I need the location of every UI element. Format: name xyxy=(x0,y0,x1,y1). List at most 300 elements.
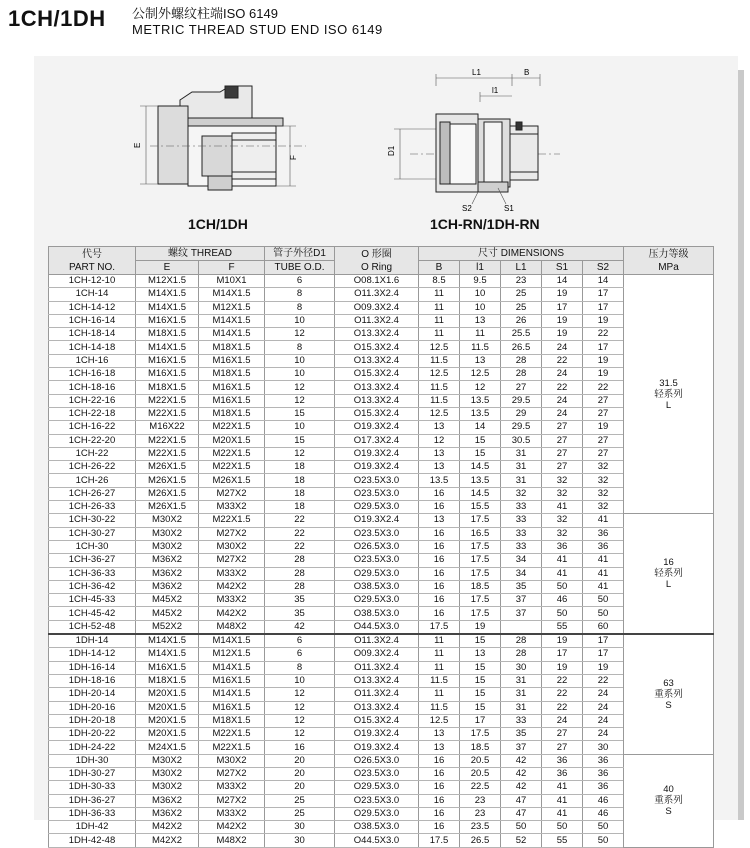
table-cell: M16X1.5 xyxy=(136,354,199,367)
table-cell: 47 xyxy=(501,807,542,820)
table-cell: 17.5 xyxy=(460,514,501,527)
table-cell: 13.5 xyxy=(419,474,460,487)
table-cell: O15.3X2.4 xyxy=(335,341,419,354)
table-cell: 32 xyxy=(583,487,624,500)
table-cell: 17.5 xyxy=(460,728,501,741)
header-thread: 螺纹 THREAD xyxy=(136,247,265,261)
table-cell: M16X1.5 xyxy=(136,314,199,327)
table-cell: 1CH-16-22 xyxy=(49,421,136,434)
dimension-s2-label: S2 xyxy=(462,204,472,213)
table-cell: 10 xyxy=(265,674,335,687)
table-row xyxy=(49,487,714,500)
table-row xyxy=(49,288,714,301)
table-cell: 13 xyxy=(419,461,460,474)
table-cell: 1CH-30 xyxy=(49,540,136,553)
table-cell: M48X2 xyxy=(199,834,265,847)
table-row xyxy=(49,648,714,661)
table-cell: 10 xyxy=(460,288,501,301)
header-l1: L1 xyxy=(501,261,542,275)
table-cell: 11 xyxy=(419,648,460,661)
table-cell: 10 xyxy=(265,368,335,381)
table-cell: 1CH-14-12 xyxy=(49,301,136,314)
table-cell: 25 xyxy=(501,301,542,314)
table-cell: 29 xyxy=(501,407,542,420)
table-cell: 16 xyxy=(419,594,460,607)
table-cell: 36 xyxy=(583,767,624,780)
table-cell: M48X2 xyxy=(199,620,265,634)
table-cell: M22X1.5 xyxy=(136,407,199,420)
table-cell: M18X1.5 xyxy=(136,381,199,394)
table-cell: 15 xyxy=(265,434,335,447)
table-row xyxy=(49,834,714,847)
table-cell: 22 xyxy=(265,514,335,527)
table-cell: M30X2 xyxy=(136,754,199,767)
table-cell: 1CH-52-48 xyxy=(49,620,136,634)
table-cell: O44.5X3.0 xyxy=(335,620,419,634)
table-cell: 13 xyxy=(419,447,460,460)
table-cell: 26.5 xyxy=(501,341,542,354)
table-cell: 46 xyxy=(542,594,583,607)
table-cell: O19.3X2.4 xyxy=(335,461,419,474)
table-cell: O23.5X3.0 xyxy=(335,527,419,540)
table-cell: 16.5 xyxy=(460,527,501,540)
dimension-d1-label: D1 xyxy=(387,145,396,156)
table-cell: 1CH-12-10 xyxy=(49,275,136,288)
table-cell: 25 xyxy=(501,288,542,301)
table-cell: M18X1.5 xyxy=(136,674,199,687)
table-cell: 24 xyxy=(542,368,583,381)
dimension-s1-label: S1 xyxy=(504,204,514,213)
table-cell: M30X2 xyxy=(199,540,265,553)
table-cell: 16 xyxy=(419,501,460,514)
table-cell: 17.5 xyxy=(460,607,501,620)
table-row xyxy=(49,701,714,714)
table-cell: 15 xyxy=(460,674,501,687)
table-cell: 1DH-14 xyxy=(49,634,136,648)
table-cell: 24 xyxy=(542,407,583,420)
table-cell: 1DH-18-16 xyxy=(49,674,136,687)
table-cell: O26.5X3.0 xyxy=(335,754,419,767)
table-cell: O15.3X2.4 xyxy=(335,714,419,727)
dimension-l1-label: L1 xyxy=(472,68,481,77)
table-row xyxy=(49,807,714,820)
table-cell: 19 xyxy=(583,314,624,327)
table-cell: 16 xyxy=(419,821,460,834)
table-cell: 24 xyxy=(542,341,583,354)
table-row xyxy=(49,434,714,447)
table-cell: 15 xyxy=(460,447,501,460)
table-cell: 18 xyxy=(265,461,335,474)
table-cell: 1DH-14-12 xyxy=(49,648,136,661)
header-dimensions: 尺寸 DIMENSIONS xyxy=(419,247,624,261)
table-cell: O19.3X2.4 xyxy=(335,514,419,527)
table-cell: 33 xyxy=(501,514,542,527)
pressure-label-cn: 轻系列 xyxy=(654,388,683,400)
table-cell: 28 xyxy=(265,567,335,580)
table-cell: 50 xyxy=(501,821,542,834)
table-cell: M14X1.5 xyxy=(199,328,265,341)
table-cell: M14X1.5 xyxy=(136,634,199,648)
table-cell: M20X1.5 xyxy=(136,688,199,701)
table-cell: M26X1.5 xyxy=(136,474,199,487)
header-s2: S2 xyxy=(583,261,624,275)
table-cell: 8 xyxy=(265,301,335,314)
table-cell: 30.5 xyxy=(501,434,542,447)
table-cell: 27 xyxy=(542,461,583,474)
table-cell: 27 xyxy=(542,728,583,741)
table-cell: 23 xyxy=(501,275,542,288)
table-cell: M22X1.5 xyxy=(136,434,199,447)
table-cell: 19 xyxy=(583,661,624,674)
table-cell: 60 xyxy=(583,620,624,634)
table-cell: 29.5 xyxy=(501,394,542,407)
table-cell: 1CH-18-16 xyxy=(49,381,136,394)
table-cell: 13.5 xyxy=(460,394,501,407)
table-cell: 11 xyxy=(419,301,460,314)
table-cell: M16X1.5 xyxy=(199,381,265,394)
table-cell: 13 xyxy=(460,314,501,327)
table-cell: M33X2 xyxy=(199,594,265,607)
table-cell: 41 xyxy=(542,794,583,807)
table-cell: 11 xyxy=(419,688,460,701)
table-cell: O13.3X2.4 xyxy=(335,354,419,367)
table-cell: 12.5 xyxy=(460,368,501,381)
table-cell: 18 xyxy=(265,501,335,514)
table-cell: 1DH-16-14 xyxy=(49,661,136,674)
table-cell: 41 xyxy=(583,580,624,593)
table-cell: 22 xyxy=(583,328,624,341)
table-cell: 13 xyxy=(419,514,460,527)
table-cell: 13 xyxy=(419,421,460,434)
fitting-drawing-1ch-1dh xyxy=(120,78,310,198)
caption-1ch-1dh: 1CH/1DH xyxy=(188,216,248,232)
table-cell: 18.5 xyxy=(460,580,501,593)
table-cell: 28 xyxy=(501,648,542,661)
table-cell: 8 xyxy=(265,288,335,301)
table-cell: O17.3X2.4 xyxy=(335,434,419,447)
table-cell: 1DH-20-22 xyxy=(49,728,136,741)
table-cell: 30 xyxy=(265,821,335,834)
table-cell: 46 xyxy=(583,794,624,807)
table-cell: M18X1.5 xyxy=(199,714,265,727)
table-cell: 22 xyxy=(265,540,335,553)
table-cell: 36 xyxy=(583,781,624,794)
table-cell: 20.5 xyxy=(460,767,501,780)
table-cell: M22X1.5 xyxy=(199,447,265,460)
table-cell: 12 xyxy=(265,328,335,341)
table-cell: 11.5 xyxy=(419,674,460,687)
table-cell: 14.5 xyxy=(460,487,501,500)
table-row xyxy=(49,794,714,807)
table-cell: O38.5X3.0 xyxy=(335,607,419,620)
table-cell: M12X1.5 xyxy=(199,648,265,661)
table-cell: 27 xyxy=(583,407,624,420)
header-b: B xyxy=(419,261,460,275)
table-cell: 22 xyxy=(583,381,624,394)
dimension-f-label: F xyxy=(289,155,298,160)
table-cell: M30X2 xyxy=(136,514,199,527)
fitting-drawing-1ch-rn xyxy=(380,64,570,214)
header-l1-small: l1 xyxy=(460,261,501,275)
table-cell: 36 xyxy=(542,540,583,553)
table-cell: 19 xyxy=(542,661,583,674)
table-cell: 27 xyxy=(542,741,583,754)
pressure-code: S xyxy=(665,699,672,711)
table-cell: 14 xyxy=(583,275,624,288)
table-cell: 52 xyxy=(501,834,542,847)
table-cell: M18X1.5 xyxy=(199,407,265,420)
table-cell: 1CH-30-22 xyxy=(49,514,136,527)
pressure-label-cn: 重系列 xyxy=(654,688,683,700)
table-cell: O29.5X3.0 xyxy=(335,501,419,514)
table-cell: 8.5 xyxy=(419,275,460,288)
table-cell: 17 xyxy=(583,301,624,314)
table-row xyxy=(49,767,714,780)
table-cell: 32 xyxy=(583,461,624,474)
table-cell: 10 xyxy=(265,354,335,367)
table-cell: M45X2 xyxy=(136,607,199,620)
table-cell: M20X1.5 xyxy=(199,434,265,447)
table-cell: 15 xyxy=(460,434,501,447)
table-cell: 17 xyxy=(583,288,624,301)
table-cell: 1DH-30 xyxy=(49,754,136,767)
table-cell: 20 xyxy=(265,754,335,767)
dimension-table xyxy=(48,246,714,848)
table-cell: 1DH-36-27 xyxy=(49,794,136,807)
table-cell: 27 xyxy=(542,434,583,447)
table-cell: M45X2 xyxy=(136,594,199,607)
table-cell: 1CH-26-33 xyxy=(49,501,136,514)
header-code: 1CH/1DH xyxy=(8,6,106,31)
table-row xyxy=(49,474,714,487)
table-cell: 1CH-36-33 xyxy=(49,567,136,580)
table-cell: M16X1.5 xyxy=(199,354,265,367)
table-cell: 37 xyxy=(501,607,542,620)
table-cell: 50 xyxy=(542,821,583,834)
table-cell: 19 xyxy=(542,314,583,327)
header-part-no: 代号 PART NO. xyxy=(49,247,136,275)
table-row xyxy=(49,501,714,514)
table-cell: M16X1.5 xyxy=(199,701,265,714)
table-cell: 19 xyxy=(460,620,501,634)
table-cell: 12 xyxy=(265,394,335,407)
table-cell: 19 xyxy=(583,421,624,434)
table-row xyxy=(49,314,714,327)
table-cell: M16X1.5 xyxy=(136,661,199,674)
table-cell: 10 xyxy=(265,421,335,434)
table-cell: 1DH-30-27 xyxy=(49,767,136,780)
table-cell: M14X1.5 xyxy=(199,314,265,327)
table-cell: 15 xyxy=(460,661,501,674)
table-cell: 34 xyxy=(501,567,542,580)
table-cell: 28 xyxy=(501,368,542,381)
table-cell: 29.5 xyxy=(501,421,542,434)
table-cell: 22.5 xyxy=(460,781,501,794)
table-cell: M18X1.5 xyxy=(199,368,265,381)
table-row xyxy=(49,688,714,701)
table-cell: 1CH-30-27 xyxy=(49,527,136,540)
pressure-value: 16 xyxy=(663,557,674,569)
table-cell: 22 xyxy=(542,701,583,714)
table-cell: 24 xyxy=(542,394,583,407)
table-cell: M14X1.5 xyxy=(199,634,265,648)
table-cell: 33 xyxy=(501,714,542,727)
table-cell: O09.3X2.4 xyxy=(335,301,419,314)
table-cell: M22X1.5 xyxy=(136,394,199,407)
table-cell: 31 xyxy=(501,688,542,701)
table-cell: 1CH-36-42 xyxy=(49,580,136,593)
table-cell: 36 xyxy=(583,754,624,767)
table-cell: 23 xyxy=(460,794,501,807)
table-cell: M22X1.5 xyxy=(199,514,265,527)
table-cell: 55 xyxy=(542,620,583,634)
table-cell: 12 xyxy=(419,434,460,447)
table-row xyxy=(49,447,714,460)
table-cell xyxy=(501,620,542,634)
table-cell: O29.5X3.0 xyxy=(335,567,419,580)
table-cell: O19.3X2.4 xyxy=(335,728,419,741)
table-cell: O11.3X2.4 xyxy=(335,314,419,327)
table-cell: 47 xyxy=(501,794,542,807)
table-cell: 35 xyxy=(265,607,335,620)
table-cell: O11.3X2.4 xyxy=(335,661,419,674)
table-cell: O29.5X3.0 xyxy=(335,594,419,607)
table-cell: 36 xyxy=(583,540,624,553)
table-cell: 26.5 xyxy=(460,834,501,847)
table-cell: M14X1.5 xyxy=(199,661,265,674)
header-tube-cn: 管子外径D1 xyxy=(265,247,335,261)
table-cell: M22X1.5 xyxy=(199,421,265,434)
table-cell: M16X1.5 xyxy=(199,394,265,407)
table-cell: 1DH-36-33 xyxy=(49,807,136,820)
table-cell: 15 xyxy=(460,701,501,714)
table-cell: 22 xyxy=(542,688,583,701)
table-cell: 22 xyxy=(265,527,335,540)
table-body xyxy=(49,275,714,848)
table-cell: 11 xyxy=(419,661,460,674)
table-cell: 42 xyxy=(501,754,542,767)
table-row xyxy=(49,381,714,394)
table-cell: 42 xyxy=(501,767,542,780)
table-cell: 1CH-26 xyxy=(49,474,136,487)
table-row xyxy=(49,781,714,794)
table-cell: M22X1.5 xyxy=(136,447,199,460)
table-cell: 12 xyxy=(265,728,335,741)
table-cell: 16 xyxy=(419,607,460,620)
table-cell: 26 xyxy=(501,314,542,327)
table-cell: 30 xyxy=(501,661,542,674)
table-cell: 1CH-14 xyxy=(49,288,136,301)
table-row xyxy=(49,301,714,314)
table-cell: 17 xyxy=(583,634,624,648)
table-row xyxy=(49,567,714,580)
table-cell: 17.5 xyxy=(460,594,501,607)
dimension-i1-label: l1 xyxy=(492,86,499,95)
table-cell: O19.3X2.4 xyxy=(335,741,419,754)
table-cell: 25.5 xyxy=(501,328,542,341)
table-cell: M27X2 xyxy=(199,794,265,807)
table-cell: M14X1.5 xyxy=(136,288,199,301)
table-cell: 13 xyxy=(419,741,460,754)
table-cell: 12 xyxy=(460,381,501,394)
table-cell: M36X2 xyxy=(136,807,199,820)
table-row xyxy=(49,407,714,420)
dimension-e-label: E xyxy=(133,142,142,148)
table-cell: 20.5 xyxy=(460,754,501,767)
table-cell: M26X1.5 xyxy=(199,474,265,487)
table-cell: 41 xyxy=(542,554,583,567)
table-cell: 11 xyxy=(419,328,460,341)
table-cell: O13.3X2.4 xyxy=(335,674,419,687)
table-cell: M27X2 xyxy=(199,527,265,540)
pressure-label-cn: 轻系列 xyxy=(654,568,683,580)
table-cell: 31 xyxy=(501,474,542,487)
table-cell: O19.3X2.4 xyxy=(335,447,419,460)
table-cell: 19 xyxy=(542,288,583,301)
table-cell: M14X1.5 xyxy=(136,648,199,661)
table-cell: 35 xyxy=(501,580,542,593)
table-cell: M33X2 xyxy=(199,781,265,794)
table-row xyxy=(49,341,714,354)
table-row xyxy=(49,368,714,381)
table-cell: 15 xyxy=(460,688,501,701)
table-cell: M20X1.5 xyxy=(136,701,199,714)
table-cell: 32 xyxy=(542,487,583,500)
table-cell: 16 xyxy=(419,487,460,500)
table-cell: 37 xyxy=(501,594,542,607)
table-cell: 24 xyxy=(542,714,583,727)
table-cell: 50 xyxy=(583,607,624,620)
table-cell: 42 xyxy=(265,620,335,634)
table-cell: O23.5X3.0 xyxy=(335,554,419,567)
table-cell: O38.5X3.0 xyxy=(335,580,419,593)
table-cell: M14X1.5 xyxy=(199,288,265,301)
table-cell: 13.5 xyxy=(460,407,501,420)
table-cell: 12 xyxy=(265,688,335,701)
table-cell: 50 xyxy=(542,580,583,593)
table-cell: 16 xyxy=(419,527,460,540)
table-cell: 33 xyxy=(501,501,542,514)
table-cell: O23.5X3.0 xyxy=(335,794,419,807)
table-cell: 16 xyxy=(419,540,460,553)
table-cell: 1CH-16-14 xyxy=(49,314,136,327)
table-cell: 17.5 xyxy=(419,620,460,634)
table-cell: 27 xyxy=(542,421,583,434)
table-cell: 36 xyxy=(542,754,583,767)
header-e: E xyxy=(136,261,199,275)
table-cell: O29.5X3.0 xyxy=(335,807,419,820)
table-cell: 27 xyxy=(583,434,624,447)
table-cell: 1DH-30-33 xyxy=(49,781,136,794)
table-cell: 28 xyxy=(501,354,542,367)
table-cell: 41 xyxy=(542,781,583,794)
table-cell: M33X2 xyxy=(199,807,265,820)
table-cell: 11.5 xyxy=(460,341,501,354)
table-cell: M30X2 xyxy=(136,781,199,794)
table-cell: 16 xyxy=(419,781,460,794)
table-cell: 35 xyxy=(265,594,335,607)
table-cell: 27 xyxy=(583,394,624,407)
table-cell: O15.3X2.4 xyxy=(335,407,419,420)
table-cell: 12 xyxy=(265,381,335,394)
table-cell: 25 xyxy=(265,794,335,807)
table-cell: M27X2 xyxy=(199,487,265,500)
table-cell: 17.5 xyxy=(419,834,460,847)
table-cell: 22 xyxy=(542,674,583,687)
table-cell: 1CH-45-33 xyxy=(49,594,136,607)
table-cell: M14X1.5 xyxy=(136,341,199,354)
table-cell: 1CH-18-14 xyxy=(49,328,136,341)
